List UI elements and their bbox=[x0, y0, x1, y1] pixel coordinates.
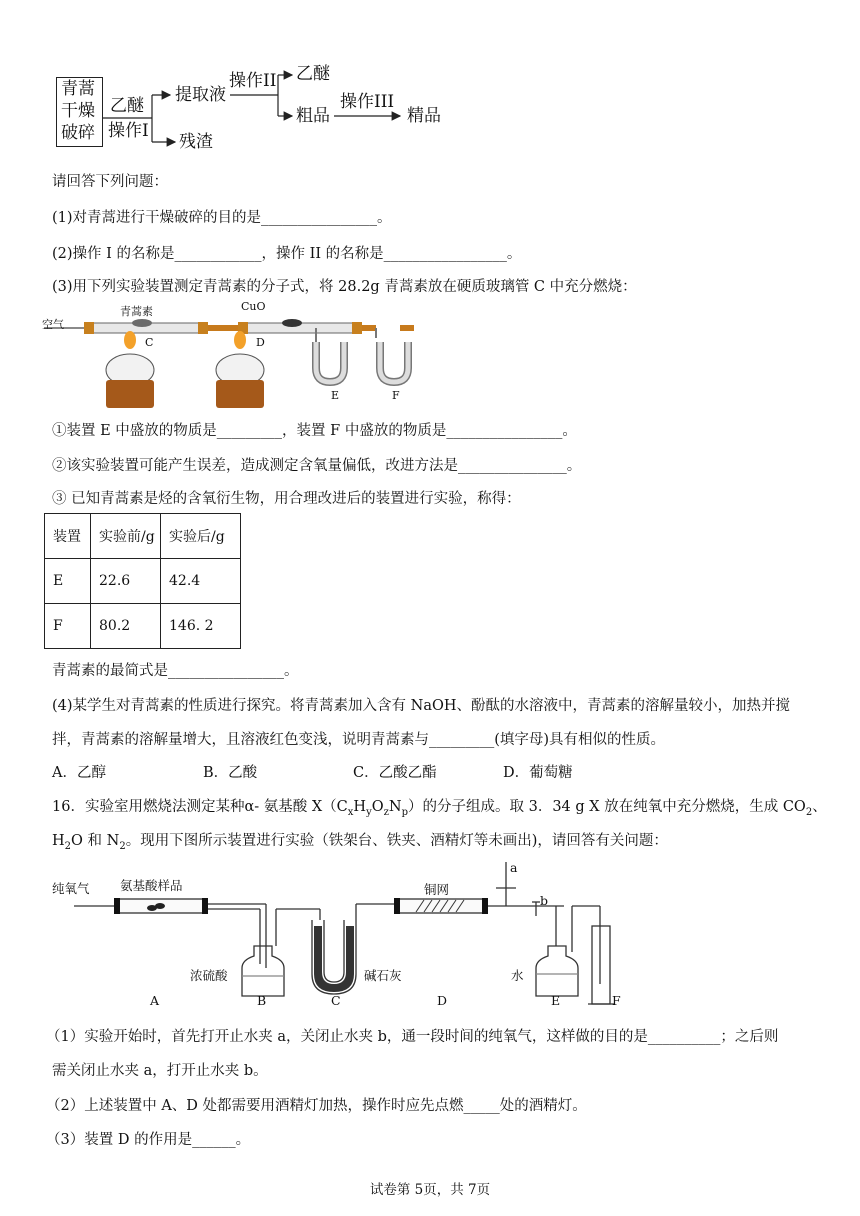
q16-text-a: 16．实验室用燃烧法测定某种α- 氨基酸 X（C bbox=[52, 799, 348, 815]
mass-data-table bbox=[44, 513, 241, 649]
apparatus-1-air-label: 空气 bbox=[42, 318, 64, 331]
q16-sub-p: p bbox=[401, 806, 408, 818]
apparatus-2-valve-b: b bbox=[540, 893, 549, 908]
question-4-line2: 拌，青蒿素的溶解量增大，且溶液红色变浅，说明青蒿素与_________(填字母)具有相似的性质。 bbox=[52, 732, 666, 748]
apparatus-2-soda-lime-label: 碱石灰 bbox=[364, 968, 402, 983]
option-a: A．乙醇 bbox=[52, 765, 106, 781]
question-16-line2 bbox=[52, 831, 668, 857]
table-cell: 146. 2 bbox=[161, 604, 241, 649]
question-2: (2)操作 I 的名称是____________，操作 II 的名称是_________________。 bbox=[52, 246, 522, 262]
apparatus-1-cuo-label: CuO bbox=[241, 300, 266, 313]
option-b: B．乙酸 bbox=[203, 765, 258, 781]
flowchart-op1: 操作I bbox=[108, 121, 149, 141]
apparatus-1-sample-label: 青蒿素 bbox=[120, 305, 153, 318]
apparatus-2-copper-label: 铜网 bbox=[424, 882, 450, 897]
question-3-3: ③ 已知青蒿素是烃的含氧衍生物，用合理改进后的装置进行实验，称得： bbox=[52, 491, 521, 507]
flowchart-ether: 乙醚 bbox=[296, 64, 330, 84]
table-row bbox=[45, 604, 241, 649]
table-cell: E bbox=[45, 559, 91, 604]
question-16-1-line1: （1）实验开始时，首先打开止水夹 a，关闭止水夹 b，通一段时间的纯氧气，这样做的目的是__________；之后则 bbox=[46, 1029, 779, 1045]
table-cell: F bbox=[45, 604, 91, 649]
question-16-3: （3）装置 D 的作用是______。 bbox=[46, 1132, 251, 1148]
apparatus-2-oxygen-label: 纯氧气 bbox=[52, 881, 90, 896]
option-d: D．葡萄糖 bbox=[503, 765, 573, 781]
table-row bbox=[45, 559, 241, 604]
page-footer: 试卷第 5页，共 7页 bbox=[369, 1182, 491, 1198]
flowchart-reagent: 乙醚 bbox=[110, 96, 144, 116]
q16-line2-text-b: 。现用下图所示装置进行实验（铁架台、铁夹、酒精灯等未画出)，请回答有关问题： bbox=[125, 833, 668, 849]
apparatus-2-label-c: C bbox=[331, 993, 341, 1008]
apparatus-2-sample-label: 氨基酸样品 bbox=[120, 878, 183, 893]
flowchart-residue: 残渣 bbox=[179, 132, 213, 152]
question-16-1-line2: 需关闭止水夹 a，打开止水夹 b。 bbox=[52, 1063, 268, 1079]
flowchart-start-line1: 青蒿 bbox=[61, 79, 95, 99]
apparatus-1-label-c: C bbox=[145, 336, 154, 349]
apparatus-2-water-label: 水 bbox=[511, 968, 524, 983]
table-cell: 80.2 bbox=[91, 604, 161, 649]
q16-h: H bbox=[353, 799, 367, 815]
flowchart-op2: 操作II bbox=[229, 71, 277, 91]
q16-sub-x: x bbox=[347, 806, 354, 818]
table-header: 实验后/g bbox=[161, 514, 241, 559]
q16-line2-text-a: O 和 N bbox=[71, 833, 120, 849]
flowchart-op3: 操作III bbox=[340, 92, 395, 112]
q16-o: O bbox=[371, 799, 384, 815]
table-header: 实验前/g bbox=[91, 514, 161, 559]
q16-sub-2: 2 bbox=[805, 806, 813, 818]
apparatus-2-h2so4-label: 浓硫酸 bbox=[190, 968, 228, 983]
intro-text: 请回答下列问题： bbox=[52, 174, 168, 190]
apparatus-1-drawing bbox=[40, 298, 430, 410]
question-16-2: （2）上述装置中 A、D 处都需要用酒精灯加热，操作时应先点燃_____处的酒精灯。 bbox=[46, 1098, 587, 1114]
apparatus-2-label-d: D bbox=[437, 993, 448, 1008]
q16-line2-h: H bbox=[52, 833, 65, 849]
apparatus-2-label-f: F bbox=[612, 993, 621, 1008]
apparatus-2-label-b: B bbox=[257, 993, 267, 1008]
question-3-1: ①装置 E 中盛放的物质是_________，装置 F 中盛放的物质是________________。 bbox=[52, 423, 577, 439]
q16-text-b: ）的分子组成。取 3．34 g X 放在纯氧中充分燃烧，生成 CO bbox=[408, 799, 806, 815]
flowchart-extract: 提取液 bbox=[175, 85, 226, 105]
flowchart-crude: 粗品 bbox=[296, 106, 330, 126]
question-3-4: 青蒿素的最简式是________________。 bbox=[52, 663, 299, 679]
question-1: (1)对青蒿进行干燥破碎的目的是________________。 bbox=[52, 210, 392, 226]
question-3-2: ②该实验装置可能产生误差，造成测定含氧量偏低，改进方法是_______________。 bbox=[52, 458, 582, 474]
q16-text-c: 、 bbox=[812, 799, 827, 815]
apparatus-2-label-e: E bbox=[551, 993, 561, 1008]
table-header: 装置 bbox=[45, 514, 91, 559]
q16-sub-z: z bbox=[383, 806, 389, 818]
table-cell: 42.4 bbox=[161, 559, 241, 604]
apparatus-1-label-e: E bbox=[331, 389, 340, 402]
question-3: (3)用下列实验装置测定青蒿素的分子式，将 28.2g 青蒿素放在硬质玻璃管 C 中充分燃烧： bbox=[52, 279, 637, 295]
q16-line2-sub-b: 2 bbox=[119, 840, 126, 852]
apparatus-2-label-a: A bbox=[150, 993, 160, 1008]
table-header-row bbox=[45, 514, 241, 559]
flowchart-start-line2: 干燥 bbox=[61, 101, 95, 121]
q16-line2-sub-a: 2 bbox=[64, 840, 72, 852]
apparatus-1-label-f: F bbox=[392, 389, 400, 402]
apparatus-2-valve-a: a bbox=[510, 860, 518, 875]
option-c: C．乙酸乙酯 bbox=[353, 765, 437, 781]
flowchart-refined: 精品 bbox=[407, 106, 441, 126]
apparatus-1-label-d: D bbox=[256, 336, 265, 349]
question-16-line1 bbox=[52, 797, 827, 823]
question-4-line1: (4)某学生对青蒿素的性质进行探究。将青蒿素加入含有 NaOH、酚酞的水溶液中，青蒿素的溶解量较小，加热并搅 bbox=[52, 698, 791, 714]
q16-sub-y: y bbox=[366, 806, 372, 818]
flowchart-start-line3: 破碎 bbox=[61, 123, 95, 143]
q16-n: N bbox=[388, 799, 402, 815]
table-cell: 22.6 bbox=[91, 559, 161, 604]
